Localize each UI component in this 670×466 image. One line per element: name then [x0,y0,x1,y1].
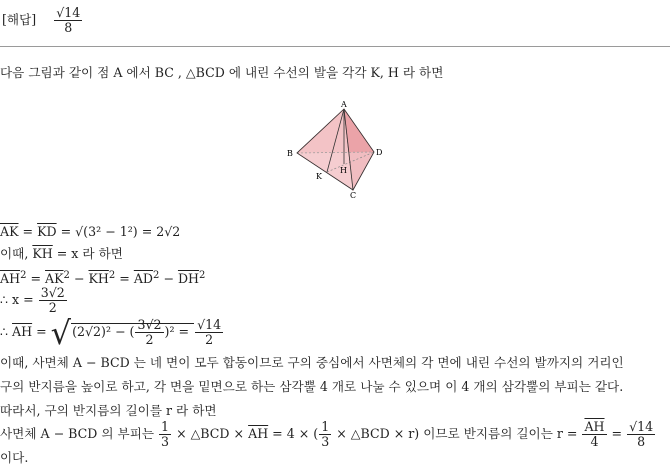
label-b: B [287,149,293,158]
fraction-result [627,420,655,449]
answer-header [2,6,83,35]
closing-text: 이다. [0,450,29,465]
num: $\overline{AH}$ [584,419,605,434]
den: 8 [637,434,646,449]
final-equation [0,420,656,449]
label-h: H [340,166,347,175]
equation-x [0,286,68,315]
final-part-b: × △BCD × [172,426,249,441]
radicand-part2: )² = [164,324,194,339]
radicand [71,317,194,347]
equation-rest: = √(3² − 1²) = 2√2 [56,224,181,239]
ah-numerator: √14 [197,317,222,332]
equation-ah [0,314,224,352]
num: √14 [629,419,654,434]
label-a: A [341,100,347,109]
line-kh-post: = x 라 하면 [52,246,123,261]
segment-kd-label: $\overline{KD}$ [37,224,57,239]
equals: = [18,224,38,239]
radicand-fraction [135,318,163,347]
equation-ah-squared [0,268,205,287]
segment-ak-label: $\overline{AK}$ [0,224,19,239]
final-part-c: = 4 × ( [268,426,319,441]
answer-tag: [해답] [2,12,37,27]
segment-kh-label: $\overline{KH}$ [88,271,109,286]
x-numerator: 3√2 [40,285,65,300]
label-k: K [316,172,322,181]
segment-dh-label: $\overline{DH}$ [177,271,200,286]
x-denominator: 2 [48,300,57,315]
segment-ah-label: $\overline{AH}$ [0,271,21,286]
exponent: 2 [153,270,160,281]
divider [0,46,670,47]
radicand-denominator: 2 [145,332,154,347]
exponent: 2 [63,270,70,281]
op: − [159,271,178,286]
paragraph-1: 이때, 사면체 A − BCD 는 네 면이 모두 합동이므로 구의 중심에서 사면체의 각 면에 내린 수선의 발까지의 거리인 [0,355,624,370]
equals: = [607,426,627,441]
line-kh [0,246,123,262]
tetrahedron-figure [285,100,385,200]
fraction-one-third-2 [319,420,331,449]
label-d: D [376,148,383,157]
equals: = [32,324,51,339]
fraction-ah-over-4 [582,420,606,449]
exponent: 2 [199,270,206,281]
radicand-numerator: 3√2 [137,317,162,332]
den: 3 [161,434,170,449]
exponent: 2 [108,270,116,281]
line-kh-pre: 이때, [0,246,33,261]
ah-fraction [195,318,223,347]
equation-ak-kd [0,224,180,240]
den: 4 [590,434,599,449]
therefore-x: ∴ x = [0,292,38,307]
answer-denominator: 8 [64,20,73,35]
therefore: ∴ [0,324,13,339]
num: 1 [161,419,170,434]
x-fraction [39,286,67,315]
label-c: C [350,191,357,200]
fraction-one-third [159,420,171,449]
segment-ad-label: $\overline{AD}$ [133,271,154,286]
segment-ak-label: $\overline{AK}$ [45,271,64,286]
radical-sign: √ [50,314,72,352]
final-part-d: × △BCD × r) 이므로 반지름의 길이는 r = [332,426,582,441]
intro-text: 다음 그림과 같이 점 A 에서 BC , △BCD 에 내린 수선의 발을 각각 K, H 라 하면 [0,65,444,80]
answer-numerator: √14 [56,5,81,20]
segment-kh-label: $\overline{KH}$ [32,246,53,261]
paragraph-3: 따라서, 구의 반지름의 길이를 r 라 하면 [0,403,217,418]
segment-ah-label: $\overline{AH}$ [248,426,269,441]
answer-fraction [54,6,82,35]
ah-denominator: 2 [205,332,214,347]
den: 3 [321,434,330,449]
exponent: 2 [20,270,27,281]
radicand-part1: (2√2)² − ( [72,324,135,339]
op: = [115,271,134,286]
face-bcd [297,152,374,190]
final-part-a: 사면체 A − BCD 의 부피는 [0,426,159,441]
segment-ah-label: $\overline{AH}$ [12,324,33,339]
paragraph-2: 구의 반지름을 높이로 하고, 각 면을 밑면으로 하는 삼각뿔 4 개로 나눌 수 있으며 이 4 개의 삼각뿔의 부피는 같다. [0,379,624,394]
num: 1 [321,419,330,434]
op: = [26,271,46,286]
op: − [69,271,89,286]
